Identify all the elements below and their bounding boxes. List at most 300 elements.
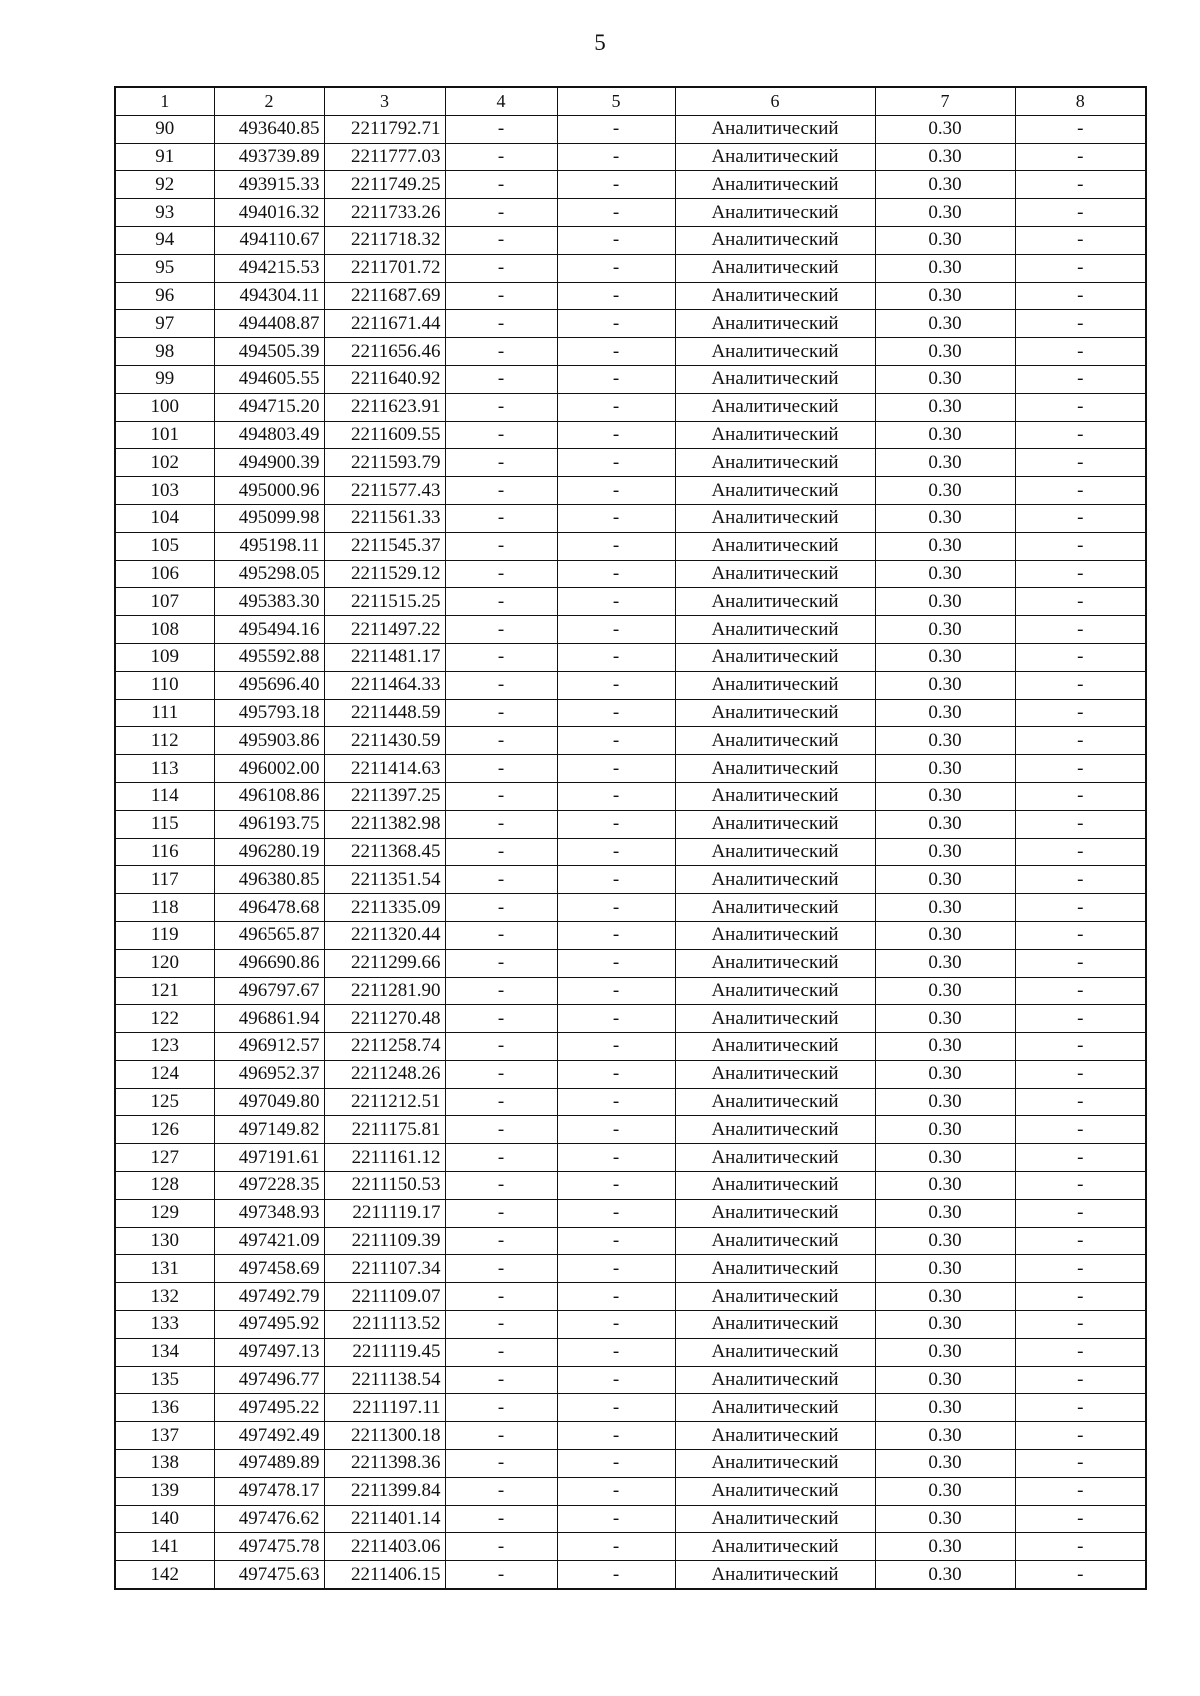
x-coordinate-cell: 497492.79 [214, 1283, 324, 1311]
y-coordinate-cell: 2211671.44 [324, 310, 445, 338]
point-number-cell: 118 [115, 894, 214, 922]
point-number-cell: 119 [115, 921, 214, 949]
col8-cell: - [1015, 1366, 1146, 1394]
table-row [115, 1199, 1146, 1227]
col5-cell: - [557, 588, 675, 616]
col8-cell: - [1015, 810, 1146, 838]
point-number-cell: 95 [115, 254, 214, 282]
accuracy-cell: 0.30 [875, 755, 1015, 783]
y-coordinate-cell: 2211623.91 [324, 393, 445, 421]
x-coordinate-cell: 497495.22 [214, 1394, 324, 1422]
method-cell: Аналитический [675, 504, 875, 532]
accuracy-cell: 0.30 [875, 1311, 1015, 1339]
accuracy-cell: 0.30 [875, 699, 1015, 727]
col8-cell: - [1015, 143, 1146, 171]
x-coordinate-cell: 495000.96 [214, 477, 324, 505]
col5-cell: - [557, 477, 675, 505]
point-number-cell: 106 [115, 560, 214, 588]
col8-cell: - [1015, 921, 1146, 949]
accuracy-cell: 0.30 [875, 560, 1015, 588]
col4-cell: - [445, 282, 557, 310]
col5-cell: - [557, 421, 675, 449]
table-header-row [115, 87, 1146, 115]
col5-cell: - [557, 199, 675, 227]
col4-cell: - [445, 115, 557, 143]
x-coordinate-cell: 495592.88 [214, 643, 324, 671]
accuracy-cell: 0.30 [875, 254, 1015, 282]
y-coordinate-cell: 2211368.45 [324, 838, 445, 866]
y-coordinate-cell: 2211593.79 [324, 449, 445, 477]
x-coordinate-cell: 494016.32 [214, 199, 324, 227]
column-header: 1 [115, 87, 214, 115]
y-coordinate-cell: 2211398.36 [324, 1450, 445, 1478]
accuracy-cell: 0.30 [875, 393, 1015, 421]
x-coordinate-cell: 495383.30 [214, 588, 324, 616]
y-coordinate-cell: 2211406.15 [324, 1561, 445, 1589]
col4-cell: - [445, 421, 557, 449]
col5-cell: - [557, 643, 675, 671]
point-number-cell: 90 [115, 115, 214, 143]
table-row [115, 1144, 1146, 1172]
accuracy-cell: 0.30 [875, 588, 1015, 616]
col5-cell: - [557, 449, 675, 477]
y-coordinate-cell: 2211718.32 [324, 226, 445, 254]
col8-cell: - [1015, 894, 1146, 922]
accuracy-cell: 0.30 [875, 1088, 1015, 1116]
col5-cell: - [557, 1561, 675, 1589]
col8-cell: - [1015, 365, 1146, 393]
table-row [115, 949, 1146, 977]
table-row [115, 810, 1146, 838]
col5-cell: - [557, 282, 675, 310]
table-row [115, 532, 1146, 560]
method-cell: Аналитический [675, 949, 875, 977]
point-number-cell: 140 [115, 1505, 214, 1533]
y-coordinate-cell: 2211403.06 [324, 1533, 445, 1561]
x-coordinate-cell: 494605.55 [214, 365, 324, 393]
col8-cell: - [1015, 755, 1146, 783]
x-coordinate-cell: 496797.67 [214, 977, 324, 1005]
col4-cell: - [445, 894, 557, 922]
col4-cell: - [445, 755, 557, 783]
method-cell: Аналитический [675, 1144, 875, 1172]
x-coordinate-cell: 495099.98 [214, 504, 324, 532]
point-number-cell: 111 [115, 699, 214, 727]
method-cell: Аналитический [675, 1477, 875, 1505]
y-coordinate-cell: 2211119.17 [324, 1199, 445, 1227]
column-header: 4 [445, 87, 557, 115]
col4-cell: - [445, 1199, 557, 1227]
table-row [115, 365, 1146, 393]
col5-cell: - [557, 977, 675, 1005]
table-row [115, 171, 1146, 199]
col4-cell: - [445, 1033, 557, 1061]
col8-cell: - [1015, 1311, 1146, 1339]
y-coordinate-cell: 2211656.46 [324, 338, 445, 366]
y-coordinate-cell: 2211497.22 [324, 616, 445, 644]
x-coordinate-cell: 493915.33 [214, 171, 324, 199]
x-coordinate-cell: 494215.53 [214, 254, 324, 282]
x-coordinate-cell: 496912.57 [214, 1033, 324, 1061]
col5-cell: - [557, 532, 675, 560]
y-coordinate-cell: 2211335.09 [324, 894, 445, 922]
x-coordinate-cell: 497191.61 [214, 1144, 324, 1172]
method-cell: Аналитический [675, 199, 875, 227]
col5-cell: - [557, 1060, 675, 1088]
point-number-cell: 135 [115, 1366, 214, 1394]
y-coordinate-cell: 2211109.07 [324, 1283, 445, 1311]
point-number-cell: 133 [115, 1311, 214, 1339]
point-number-cell: 101 [115, 421, 214, 449]
x-coordinate-cell: 496565.87 [214, 921, 324, 949]
y-coordinate-cell: 2211448.59 [324, 699, 445, 727]
point-number-cell: 129 [115, 1199, 214, 1227]
col4-cell: - [445, 1533, 557, 1561]
col8-cell: - [1015, 727, 1146, 755]
accuracy-cell: 0.30 [875, 782, 1015, 810]
accuracy-cell: 0.30 [875, 1199, 1015, 1227]
col8-cell: - [1015, 1060, 1146, 1088]
point-number-cell: 99 [115, 365, 214, 393]
point-number-cell: 92 [115, 171, 214, 199]
point-number-cell: 104 [115, 504, 214, 532]
accuracy-cell: 0.30 [875, 143, 1015, 171]
table-row [115, 1283, 1146, 1311]
accuracy-cell: 0.30 [875, 365, 1015, 393]
col5-cell: - [557, 365, 675, 393]
col4-cell: - [445, 1227, 557, 1255]
table-row [115, 1088, 1146, 1116]
accuracy-cell: 0.30 [875, 532, 1015, 560]
table-row [115, 1505, 1146, 1533]
col8-cell: - [1015, 254, 1146, 282]
x-coordinate-cell: 496861.94 [214, 1005, 324, 1033]
col8-cell: - [1015, 226, 1146, 254]
table-row [115, 782, 1146, 810]
table-row [115, 1311, 1146, 1339]
table-row [115, 699, 1146, 727]
col5-cell: - [557, 1477, 675, 1505]
method-cell: Аналитический [675, 560, 875, 588]
accuracy-cell: 0.30 [875, 866, 1015, 894]
point-number-cell: 93 [115, 199, 214, 227]
col5-cell: - [557, 782, 675, 810]
method-cell: Аналитический [675, 1283, 875, 1311]
col5-cell: - [557, 1505, 675, 1533]
table-row [115, 588, 1146, 616]
accuracy-cell: 0.30 [875, 226, 1015, 254]
y-coordinate-cell: 2211733.26 [324, 199, 445, 227]
table-row [115, 1227, 1146, 1255]
col5-cell: - [557, 115, 675, 143]
method-cell: Аналитический [675, 671, 875, 699]
method-cell: Аналитический [675, 1311, 875, 1339]
point-number-cell: 97 [115, 310, 214, 338]
table-row [115, 894, 1146, 922]
method-cell: Аналитический [675, 365, 875, 393]
y-coordinate-cell: 2211687.69 [324, 282, 445, 310]
col5-cell: - [557, 810, 675, 838]
y-coordinate-cell: 2211529.12 [324, 560, 445, 588]
col8-cell: - [1015, 477, 1146, 505]
y-coordinate-cell: 2211107.34 [324, 1255, 445, 1283]
col4-cell: - [445, 560, 557, 588]
col4-cell: - [445, 1311, 557, 1339]
col5-cell: - [557, 1283, 675, 1311]
method-cell: Аналитический [675, 1533, 875, 1561]
col4-cell: - [445, 1116, 557, 1144]
accuracy-cell: 0.30 [875, 504, 1015, 532]
accuracy-cell: 0.30 [875, 616, 1015, 644]
col5-cell: - [557, 1227, 675, 1255]
accuracy-cell: 0.30 [875, 810, 1015, 838]
x-coordinate-cell: 497497.13 [214, 1338, 324, 1366]
col8-cell: - [1015, 1227, 1146, 1255]
column-header: 5 [557, 87, 675, 115]
col5-cell: - [557, 1144, 675, 1172]
table-row [115, 616, 1146, 644]
col4-cell: - [445, 866, 557, 894]
table-row [115, 115, 1146, 143]
col8-cell: - [1015, 1116, 1146, 1144]
table-row [115, 143, 1146, 171]
y-coordinate-cell: 2211258.74 [324, 1033, 445, 1061]
column-header: 6 [675, 87, 875, 115]
accuracy-cell: 0.30 [875, 199, 1015, 227]
col4-cell: - [445, 1338, 557, 1366]
y-coordinate-cell: 2211401.14 [324, 1505, 445, 1533]
y-coordinate-cell: 2211150.53 [324, 1172, 445, 1200]
y-coordinate-cell: 2211351.54 [324, 866, 445, 894]
col5-cell: - [557, 616, 675, 644]
table-row [115, 727, 1146, 755]
table-row [115, 866, 1146, 894]
x-coordinate-cell: 494304.11 [214, 282, 324, 310]
accuracy-cell: 0.30 [875, 977, 1015, 1005]
table-row [115, 393, 1146, 421]
col8-cell: - [1015, 1088, 1146, 1116]
col5-cell: - [557, 727, 675, 755]
table-row [115, 921, 1146, 949]
table-body [115, 115, 1146, 1589]
accuracy-cell: 0.30 [875, 894, 1015, 922]
point-number-cell: 114 [115, 782, 214, 810]
col5-cell: - [557, 838, 675, 866]
col8-cell: - [1015, 588, 1146, 616]
col4-cell: - [445, 143, 557, 171]
accuracy-cell: 0.30 [875, 1450, 1015, 1478]
col5-cell: - [557, 894, 675, 922]
point-number-cell: 105 [115, 532, 214, 560]
table-row [115, 1450, 1146, 1478]
col5-cell: - [557, 699, 675, 727]
accuracy-cell: 0.30 [875, 1561, 1015, 1589]
method-cell: Аналитический [675, 1088, 875, 1116]
method-cell: Аналитический [675, 532, 875, 560]
y-coordinate-cell: 2211138.54 [324, 1366, 445, 1394]
point-number-cell: 139 [115, 1477, 214, 1505]
x-coordinate-cell: 497348.93 [214, 1199, 324, 1227]
col4-cell: - [445, 949, 557, 977]
col4-cell: - [445, 1477, 557, 1505]
method-cell: Аналитический [675, 143, 875, 171]
method-cell: Аналитический [675, 254, 875, 282]
point-number-cell: 136 [115, 1394, 214, 1422]
x-coordinate-cell: 497149.82 [214, 1116, 324, 1144]
method-cell: Аналитический [675, 449, 875, 477]
accuracy-cell: 0.30 [875, 1477, 1015, 1505]
col8-cell: - [1015, 1450, 1146, 1478]
col5-cell: - [557, 226, 675, 254]
col8-cell: - [1015, 282, 1146, 310]
table-row [115, 421, 1146, 449]
y-coordinate-cell: 2211749.25 [324, 171, 445, 199]
y-coordinate-cell: 2211561.33 [324, 504, 445, 532]
y-coordinate-cell: 2211481.17 [324, 643, 445, 671]
col8-cell: - [1015, 1477, 1146, 1505]
col4-cell: - [445, 254, 557, 282]
y-coordinate-cell: 2211320.44 [324, 921, 445, 949]
col8-cell: - [1015, 338, 1146, 366]
method-cell: Аналитический [675, 1422, 875, 1450]
y-coordinate-cell: 2211248.26 [324, 1060, 445, 1088]
col4-cell: - [445, 616, 557, 644]
col4-cell: - [445, 310, 557, 338]
col8-cell: - [1015, 1005, 1146, 1033]
method-cell: Аналитический [675, 1366, 875, 1394]
col8-cell: - [1015, 949, 1146, 977]
method-cell: Аналитический [675, 921, 875, 949]
x-coordinate-cell: 497495.92 [214, 1311, 324, 1339]
method-cell: Аналитический [675, 1005, 875, 1033]
accuracy-cell: 0.30 [875, 1533, 1015, 1561]
col5-cell: - [557, 310, 675, 338]
accuracy-cell: 0.30 [875, 1116, 1015, 1144]
x-coordinate-cell: 496478.68 [214, 894, 324, 922]
accuracy-cell: 0.30 [875, 727, 1015, 755]
col5-cell: - [557, 1255, 675, 1283]
table-row [115, 643, 1146, 671]
col4-cell: - [445, 477, 557, 505]
y-coordinate-cell: 2211382.98 [324, 810, 445, 838]
y-coordinate-cell: 2211701.72 [324, 254, 445, 282]
point-number-cell: 103 [115, 477, 214, 505]
y-coordinate-cell: 2211299.66 [324, 949, 445, 977]
method-cell: Аналитический [675, 1255, 875, 1283]
y-coordinate-cell: 2211197.11 [324, 1394, 445, 1422]
col4-cell: - [445, 532, 557, 560]
table-row [115, 838, 1146, 866]
col5-cell: - [557, 171, 675, 199]
table-row [115, 1005, 1146, 1033]
point-number-cell: 120 [115, 949, 214, 977]
col4-cell: - [445, 921, 557, 949]
col5-cell: - [557, 1450, 675, 1478]
col5-cell: - [557, 866, 675, 894]
col8-cell: - [1015, 866, 1146, 894]
col5-cell: - [557, 949, 675, 977]
x-coordinate-cell: 496380.85 [214, 866, 324, 894]
col4-cell: - [445, 1088, 557, 1116]
point-number-cell: 110 [115, 671, 214, 699]
method-cell: Аналитический [675, 171, 875, 199]
table-row [115, 1060, 1146, 1088]
col8-cell: - [1015, 1255, 1146, 1283]
accuracy-cell: 0.30 [875, 1394, 1015, 1422]
table-row [115, 977, 1146, 1005]
col5-cell: - [557, 921, 675, 949]
x-coordinate-cell: 496690.86 [214, 949, 324, 977]
col5-cell: - [557, 1394, 675, 1422]
table-row [115, 1116, 1146, 1144]
col4-cell: - [445, 1283, 557, 1311]
y-coordinate-cell: 2211545.37 [324, 532, 445, 560]
col4-cell: - [445, 1450, 557, 1478]
col4-cell: - [445, 226, 557, 254]
method-cell: Аналитический [675, 727, 875, 755]
x-coordinate-cell: 496002.00 [214, 755, 324, 783]
x-coordinate-cell: 495298.05 [214, 560, 324, 588]
col5-cell: - [557, 393, 675, 421]
col8-cell: - [1015, 782, 1146, 810]
accuracy-cell: 0.30 [875, 115, 1015, 143]
col5-cell: - [557, 254, 675, 282]
page-number: 5 [594, 30, 606, 55]
method-cell: Аналитический [675, 810, 875, 838]
x-coordinate-cell: 497475.63 [214, 1561, 324, 1589]
method-cell: Аналитический [675, 226, 875, 254]
point-number-cell: 124 [115, 1060, 214, 1088]
point-number-cell: 115 [115, 810, 214, 838]
method-cell: Аналитический [675, 477, 875, 505]
method-cell: Аналитический [675, 310, 875, 338]
method-cell: Аналитический [675, 838, 875, 866]
method-cell: Аналитический [675, 894, 875, 922]
col4-cell: - [445, 838, 557, 866]
method-cell: Аналитический [675, 977, 875, 1005]
method-cell: Аналитический [675, 1450, 875, 1478]
col5-cell: - [557, 143, 675, 171]
y-coordinate-cell: 2211792.71 [324, 115, 445, 143]
col4-cell: - [445, 782, 557, 810]
col8-cell: - [1015, 393, 1146, 421]
col5-cell: - [557, 671, 675, 699]
point-number-cell: 128 [115, 1172, 214, 1200]
table-row [115, 671, 1146, 699]
col8-cell: - [1015, 449, 1146, 477]
x-coordinate-cell: 493640.85 [214, 115, 324, 143]
column-header: 2 [214, 87, 324, 115]
accuracy-cell: 0.30 [875, 949, 1015, 977]
col5-cell: - [557, 1366, 675, 1394]
col4-cell: - [445, 1505, 557, 1533]
method-cell: Аналитический [675, 643, 875, 671]
col4-cell: - [445, 449, 557, 477]
col8-cell: - [1015, 671, 1146, 699]
col4-cell: - [445, 1005, 557, 1033]
accuracy-cell: 0.30 [875, 1255, 1015, 1283]
col5-cell: - [557, 1199, 675, 1227]
accuracy-cell: 0.30 [875, 477, 1015, 505]
accuracy-cell: 0.30 [875, 1144, 1015, 1172]
col4-cell: - [445, 1144, 557, 1172]
table-row [115, 199, 1146, 227]
col4-cell: - [445, 810, 557, 838]
x-coordinate-cell: 497496.77 [214, 1366, 324, 1394]
method-cell: Аналитический [675, 393, 875, 421]
y-coordinate-cell: 2211119.45 [324, 1338, 445, 1366]
accuracy-cell: 0.30 [875, 838, 1015, 866]
